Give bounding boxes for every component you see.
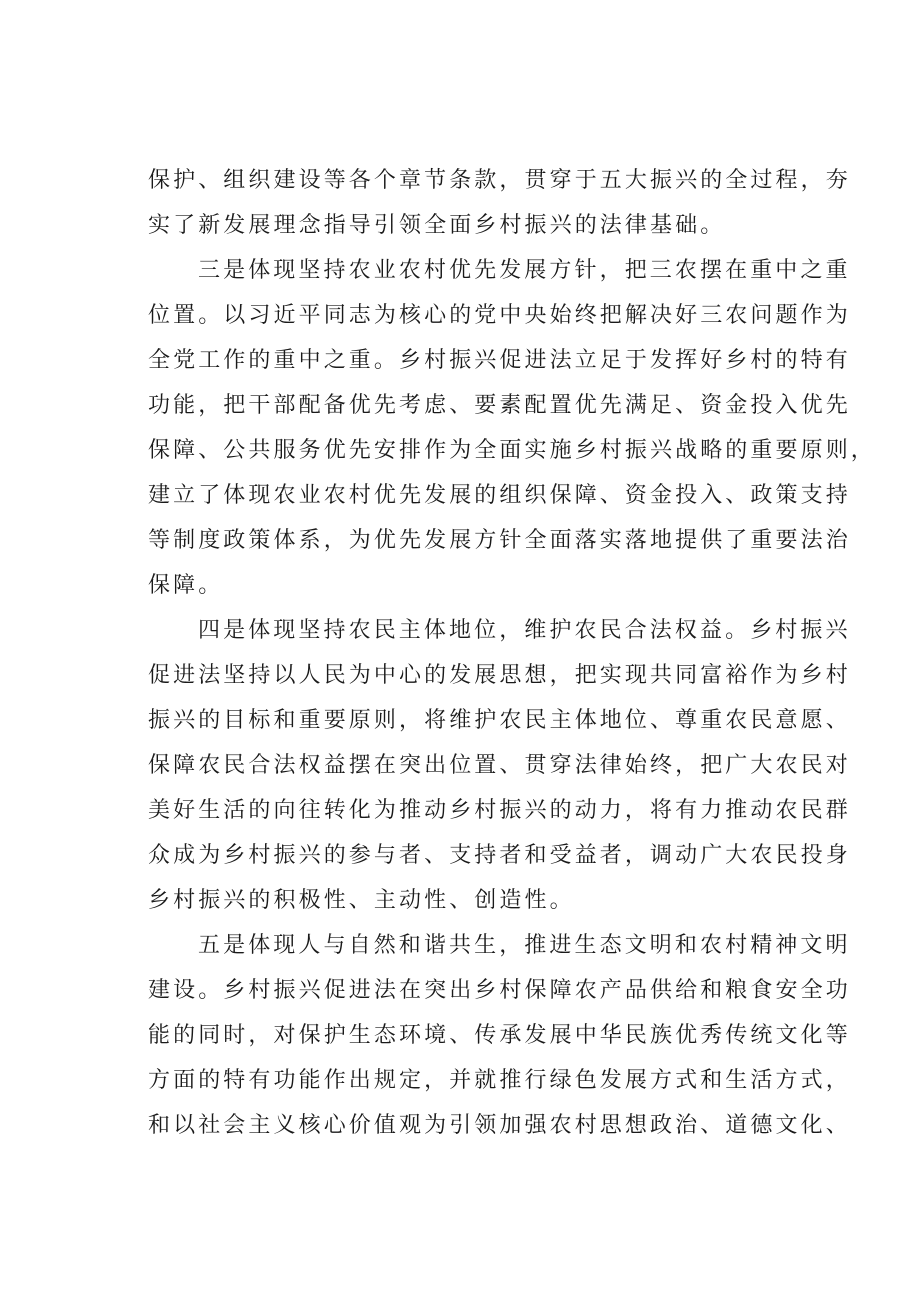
paragraph-start-line: 三是体现坚持农业农村优先发展方针，把三农摆在重中之重 bbox=[198, 258, 851, 283]
text-line: 众成为乡村振兴的参与者、支持者和受益者，调动广大农民投身 bbox=[148, 843, 851, 868]
text-line: 功能，把干部配备优先考虑、要素配置优先满足、资金投入优先 bbox=[148, 393, 851, 418]
text-line: 振兴的目标和重要原则，将维护农民主体地位、尊重农民意愿、 bbox=[148, 708, 851, 733]
text-line: 美好生活的向往转化为推动乡村振兴的动力，将有力推动农民群 bbox=[148, 798, 851, 823]
text-line: 保障、公共服务优先安排作为全面实施乡村振兴战略的重要原则， bbox=[148, 438, 876, 463]
text-line: 能的同时，对保护生态环境、传承发展中华民族优秀传统文化等 bbox=[148, 1023, 851, 1048]
paragraph-start-line: 四是体现坚持农民主体地位，维护农民合法权益。乡村振兴 bbox=[198, 618, 851, 643]
paragraph-start-line: 五是体现人与自然和谐共生，推进生态文明和农村精神文明 bbox=[198, 933, 851, 958]
text-line: 保护、组织建设等各个章节条款，贯穿于五大振兴的全过程，夯 bbox=[148, 168, 851, 193]
text-line: 和以社会主义核心价值观为引领加强农村思想政治、道德文化、 bbox=[148, 1113, 851, 1138]
text-line: 建立了体现农业农村优先发展的组织保障、资金投入、政策支持 bbox=[148, 483, 851, 508]
text-line: 方面的特有功能作出规定，并就推行绿色发展方式和生活方式， bbox=[148, 1068, 851, 1093]
text-line: 乡村振兴的积极性、主动性、创造性。 bbox=[148, 888, 575, 913]
text-line: 保障农民合法权益摆在突出位置、贯穿法律始终，把广大农民对 bbox=[148, 753, 851, 778]
text-line: 等制度政策体系，为优先发展方针全面落实落地提供了重要法治 bbox=[148, 528, 851, 553]
text-line: 位置。以习近平同志为核心的党中央始终把解决好三农问题作为 bbox=[148, 303, 851, 328]
text-line: 实了新发展理念指导引领全面乡村振兴的法律基础。 bbox=[148, 213, 726, 238]
text-line: 保障。 bbox=[148, 573, 224, 598]
text-line: 建设。乡村振兴促进法在突出乡村保障农产品供给和粮食安全功 bbox=[148, 978, 851, 1003]
text-line: 促进法坚持以人民为中心的发展思想，把实现共同富裕作为乡村 bbox=[148, 663, 851, 688]
text-line: 全党工作的重中之重。乡村振兴促进法立足于发挥好乡村的特有 bbox=[148, 348, 851, 373]
